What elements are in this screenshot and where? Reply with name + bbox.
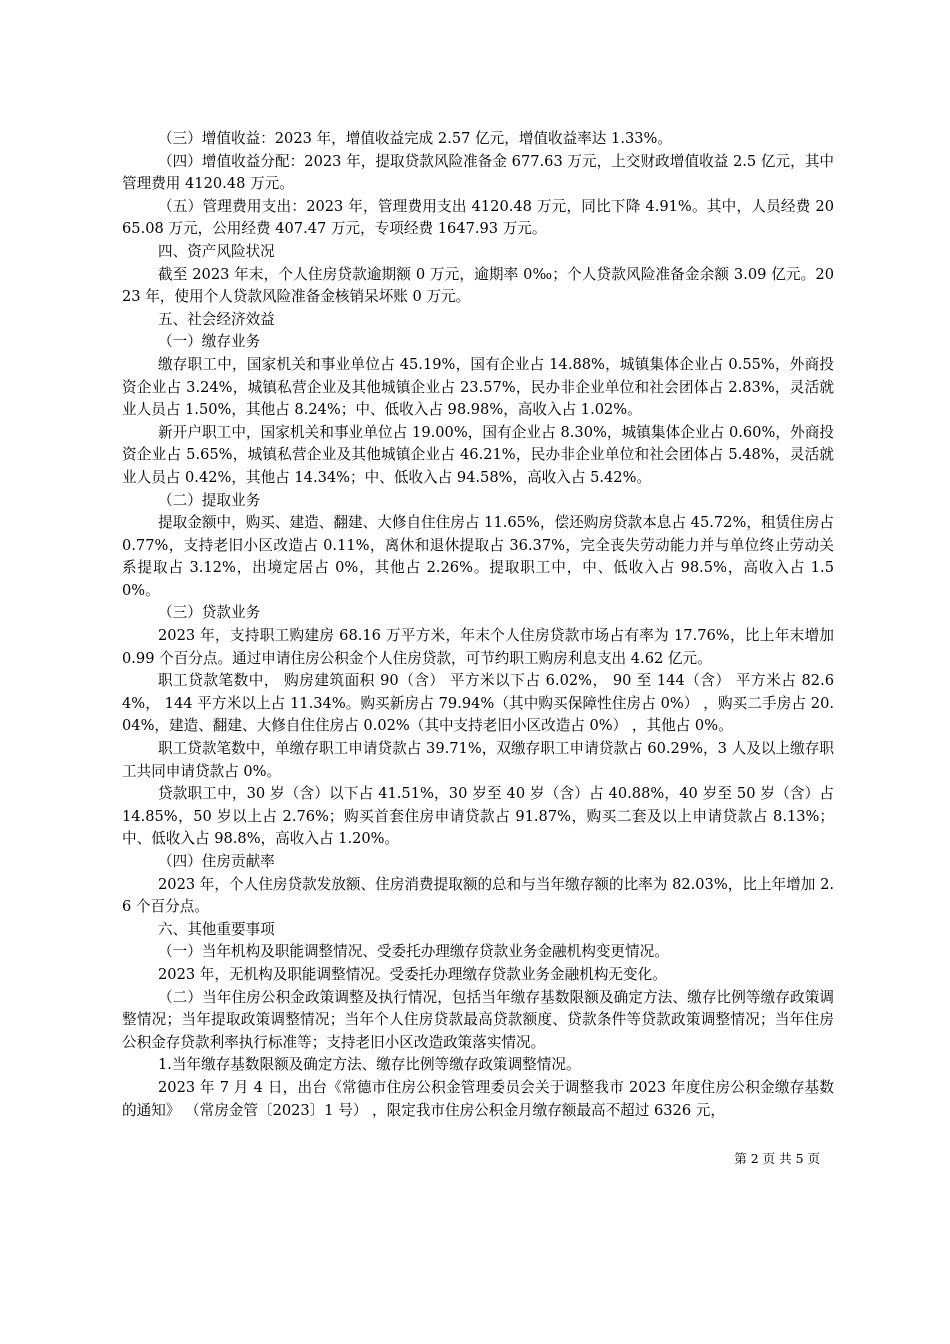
paragraph-value-added-distribution: （四）增值收益分配：2023 年，提取贷款风险准备金 677.63 万元，上交财政增值收益 2.5 亿元，其中管理费用 4120.48 万元。 [122,152,834,193]
paragraph-loan-area: 职工贷款笔数中， 购房建筑面积 90（含） 平方米以下占 6.02%， 90 至 144（含） 平方米占 82.64%， 144 平方米以上占 11.34%。购买新房占 79.94%（其中购买保障性住房占 0%） ，购买二手房占 20.04%，建造、翻建、大修自住住房占 0.02%（其中支持老旧小区改造占 0%） ，其他占 0%。 [122,672,834,735]
subheading-policy-adjustments: （二）当年住房公积金政策调整及执行情况，包括当年缴存基数限额及确定方法、缴存比例等缴存政策调整情况；当年提取政策调整情况；当年个人住房贷款最高贷款额度、贷款条件等贷款政策调整情况；当年住房公积金存贷款利率执行标准等；支持老旧小区改造政策落实情况。 [122,988,834,1051]
subheading-deposit-business: （一）缴存业务 [158,333,261,351]
paragraph-management-expenses: （五）管理费用支出：2023 年，管理费用支出 4120.48 万元，同比下降 4.91%。其中，人员经费 2065.08 万元，公用经费 407.47 万元，专项经费 1647.93 万元。 [122,197,834,238]
subheading-housing-contribution: （四）住房贡献率 [158,853,275,870]
paragraph-deposit-workers: 缴存职工中，国家机关和事业单位占 45.19%，国有企业占 14.88%，城镇集体企业占 0.55%，外商投资企业占 3.24%，城镇私营企业及其他城镇企业占 23.57%，民办非企业单位和社会团体占 2.83%，灵活就业人员占 1.50%，其他占 8.24%；中、低收入占 98.98%，高收入占 1.02%。 [122,355,834,419]
subheading-loan-business: （三）贷款业务 [158,604,261,622]
document-body [122,128,834,1122]
paragraph-new-account-workers: 新开户职工中，国家机关和事业单位占 19.00%，国有企业占 8.30%，城镇集体企业占 0.60%，外商投资企业占 5.65%，城镇私营企业及其他城镇企业占 46.21%，民办非企业单位和社会团体占 5.48%，灵活就业人员占 0.42%，其他占 14.34%；中、低收入占 94.58%，高收入占 5.42%。 [122,423,834,486]
page-number: 第 2 页 共 5 页 [734,1151,820,1166]
paragraph-loan-applicants: 职工贷款笔数中，单缴存职工申请贷款占 39.71%，双缴存职工申请贷款占 60.29%，3 人及以上缴存职工共同申请贷款占 0%。 [122,740,834,780]
section-heading-asset-risk: 四、资产风险状况 [158,242,275,260]
paragraph-value-added-income: （三）增值收益：2023 年，增值收益完成 2.57 亿元，增值收益率达 1.33%。 [158,130,672,147]
section-heading-social-benefits: 五、社会经济效益 [158,310,275,328]
paragraph-loan-age: 贷款职工中，30 岁（含）以下占 41.51%，30 岁至 40 岁（含）占 40.88%，40 岁至 50 岁（含）占 14.85%，50 岁以上占 2.76%；购买首套住房申请贷款占 91.87%，购买二套及以上申请贷款占 8.13%；中、低收入占 98.8%，高收入占 1.20%。 [122,785,834,848]
section-heading-other-matters: 六、其他重要事项 [158,920,275,938]
subheading-deposit-policy: 1.当年缴存基数限额及确定方法、缴存比例等缴存政策调整情况。 [158,1056,581,1074]
paragraph-housing-contribution: 2023 年，个人住房贷款发放额、住房消费提取额的总和与当年缴存额的比率为 82.03%，比上年增加 2.6 个百分点。 [122,875,834,916]
paragraph-asset-risk: 截至 2023 年末，个人住房贷款逾期额 0 万元，逾期率 0‰；个人贷款风险准备金余额 3.09 亿元。2023 年，使用个人贷款风险准备金核销呆坏账 0 万元。 [122,265,834,306]
paragraph-loan-overview: 2023 年，支持职工购建房 68.16 万平方米，年末个人住房贷款市场占有率为 17.76%，比上年末增加 0.99 个百分点。通过申请住房公积金个人住房贷款，可节约职工购房利息支出 4.62 亿元。 [122,627,834,667]
paragraph-deposit-policy: 2023 年 7 月 4 日，出台《常德市住房公积金管理委员会关于调整我市 2023 年度住房公积金缴存基数的通知》 （常房金管〔2023〕1 号） ，限定我市住房公积金月缴存额最高不超过 6326 元， [122,1078,834,1119]
paragraph-withdrawal-amounts: 提取金额中，购买、建造、翻建、大修自住住房占 11.65%，偿还购房贷款本息占 45.72%，租赁住房占 0.77%，支持老旧小区改造占 0.11%，离休和退休提取占 36.37%，完全丧失劳动能力并与单位终止劳动关系提取占 3.12%，出境定居占 0%，其他占 2.26%。提取职工中，中、低收入占 98.5%，高收入占 1.50%。 [122,514,834,599]
subheading-institution-changes: （一）当年机构及职能调整情况、受委托办理缴存贷款业务金融机构变更情况。 [158,943,669,961]
subheading-withdrawal-business: （二）提取业务 [158,491,261,509]
paragraph-institution-changes: 2023 年，无机构及职能调整情况。受委托办理缴存贷款业务金融机构无变化。 [158,965,667,983]
